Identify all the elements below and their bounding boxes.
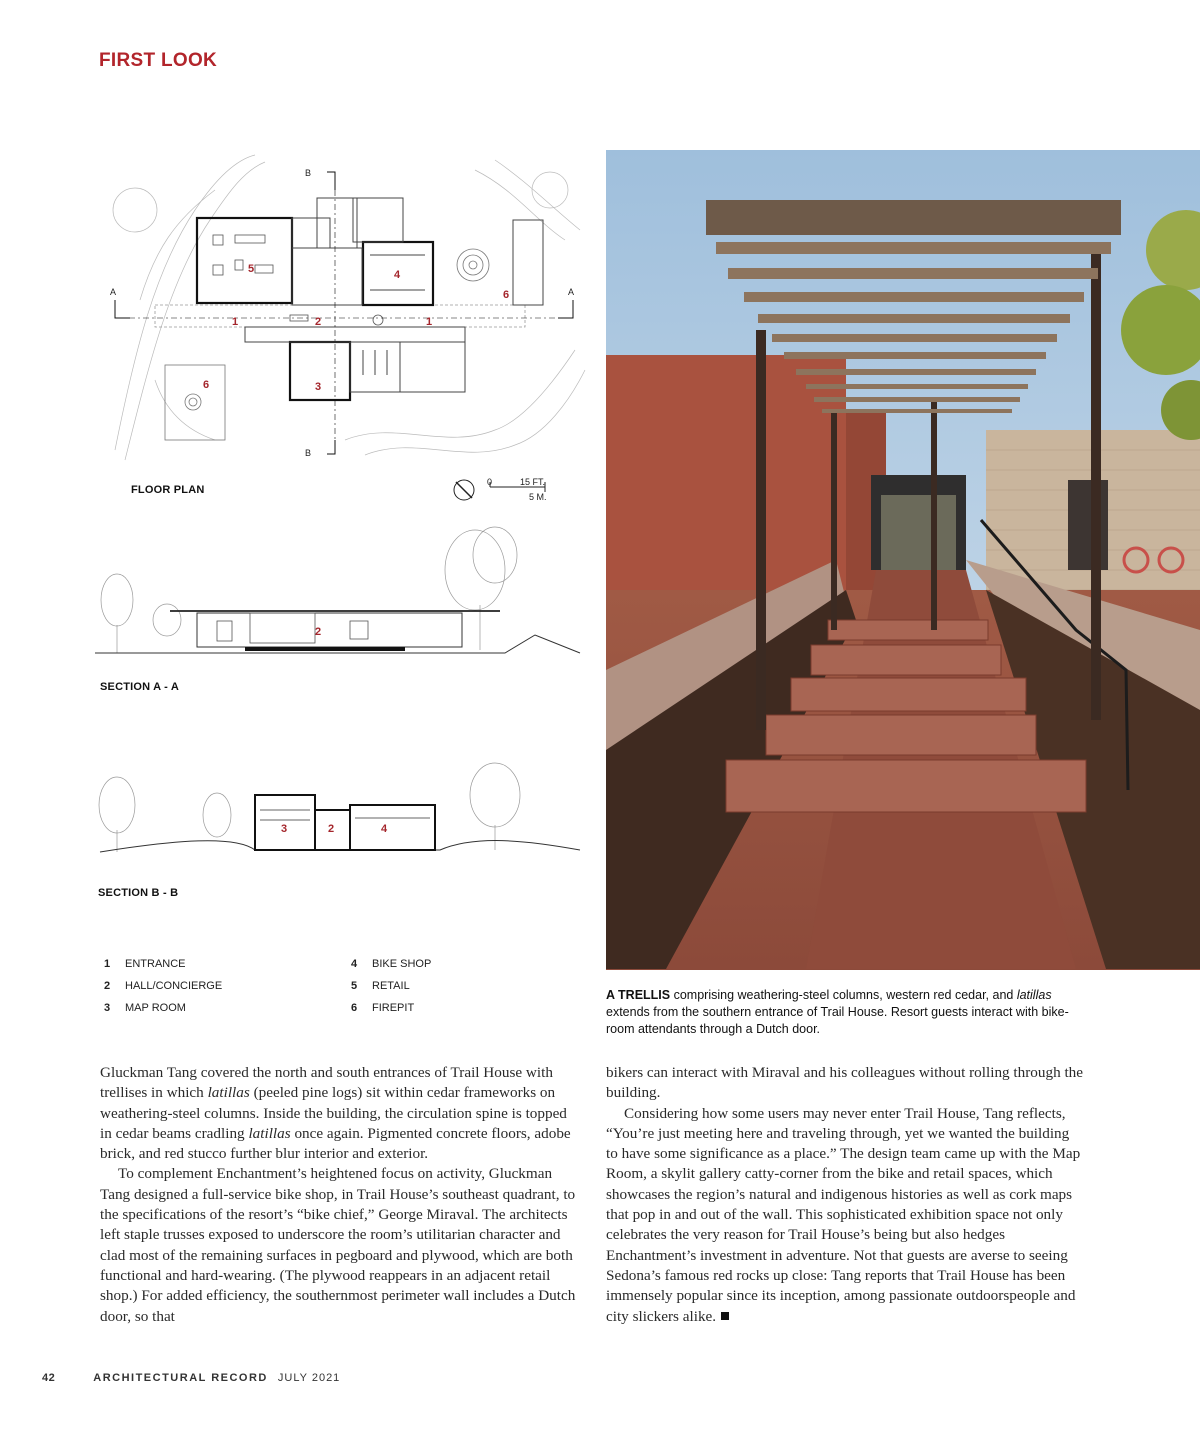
north-arrow-icon [454,480,474,500]
room-5: 5 [248,263,255,275]
trellis-photo [606,150,1200,969]
scale-meters: 5 M. [529,492,547,502]
room-3: 3 [315,381,322,393]
bb-room-3: 3 [281,823,288,835]
issue-date: JULY 2021 [277,1372,341,1384]
body-paragraph: Gluckman Tang covered the north and south entrances of Trail House with trellises in which latillas (peeled pine logs) sit within cedar frameworks on weathering-steel columns. Inside the building, the circulation spine is topped in cedar beams cradling latillas once again. Pigmented concrete floors, adobe brick, and red stucco further blur interior and exterior. [100,1064,571,1163]
section-aa-label: SECTION A - A [100,681,179,693]
end-mark-icon [721,1312,729,1320]
scale-zero: 0 [487,477,493,487]
section-heading: FIRST LOOK [99,50,218,71]
section-aa-drawing [95,525,585,660]
page-footer [42,1372,340,1384]
body-paragraph: bikers can interact with Miraval and his colleagues without rolling through the building. [606,1064,1084,1102]
body-column-left [100,1063,578,1327]
room-6-west: 6 [203,379,210,391]
cut-a-right: A [568,287,575,297]
publication-name: ARCHITECTURAL RECORD [93,1372,268,1384]
scale-feet: 15 FT. [520,477,546,487]
cut-a-left: A [110,287,117,297]
room-4: 4 [394,269,401,281]
room-1-left: 1 [232,316,239,328]
room-2: 2 [315,316,322,328]
body-column-right [606,1063,1084,1327]
aa-room-2: 2 [315,626,322,638]
room-6-east: 6 [503,289,510,301]
bb-room-4: 4 [381,823,388,835]
cut-b-top: B [305,168,312,178]
bb-room-2: 2 [328,823,335,835]
page-number: 42 [42,1372,56,1384]
body-paragraph: Considering how some users may never enter Trail House, Tang reflects, “You’re just meeting here and traveling through, yet we wanted the building to have some significance as a place.” The design team came up with the Map Room, a skylit gallery catty-corner from the bike and retail spaces, which showcases the region’s natural and indigenous histories as well as cork maps that pop in and out of the wall. This sophisticated exhibition space not only celebrates the very reason for Trail House’s being but also hedges Enchantment’s investment in adventure. Not that guests are averse to seeing Sedona’s famous red rocks up close: Tang reports that Trail House has been immensely popular since its inception, among passionate outdoorspeople and city slickers alike. [606,1104,1081,1325]
body-paragraph: To complement Enchantment’s heightened focus on activity, Gluckman Tang designed a full-service bike shop, in Trail House’s southeast quadrant, to the specifications of the resort’s “bike chief,” George Miraval. The architects left staple trusses exposed to underscore the room’s utilitarian character and clad most of the remaining surfaces in pegboard and plywood, which are both functional and hard-wearing. (The plywood reappears in an adjacent retail shop.) For added efficiency, the southernmost perimeter wall includes a Dutch door, so that [100,1165,576,1325]
section-bb-drawing [95,760,585,860]
cut-b-bottom: B [305,448,312,458]
floor-plan-label: FLOOR PLAN [131,484,205,496]
section-bb-label: SECTION B - B [98,887,179,899]
room-1-right: 1 [426,316,433,328]
photo-caption: A TRELLIS comprising weathering-steel columns, western red cedar, and latillas extends from the southern entrance of Trail House. Resort guests interact with bike-room attendants through a Dutch door. [606,988,1069,1036]
